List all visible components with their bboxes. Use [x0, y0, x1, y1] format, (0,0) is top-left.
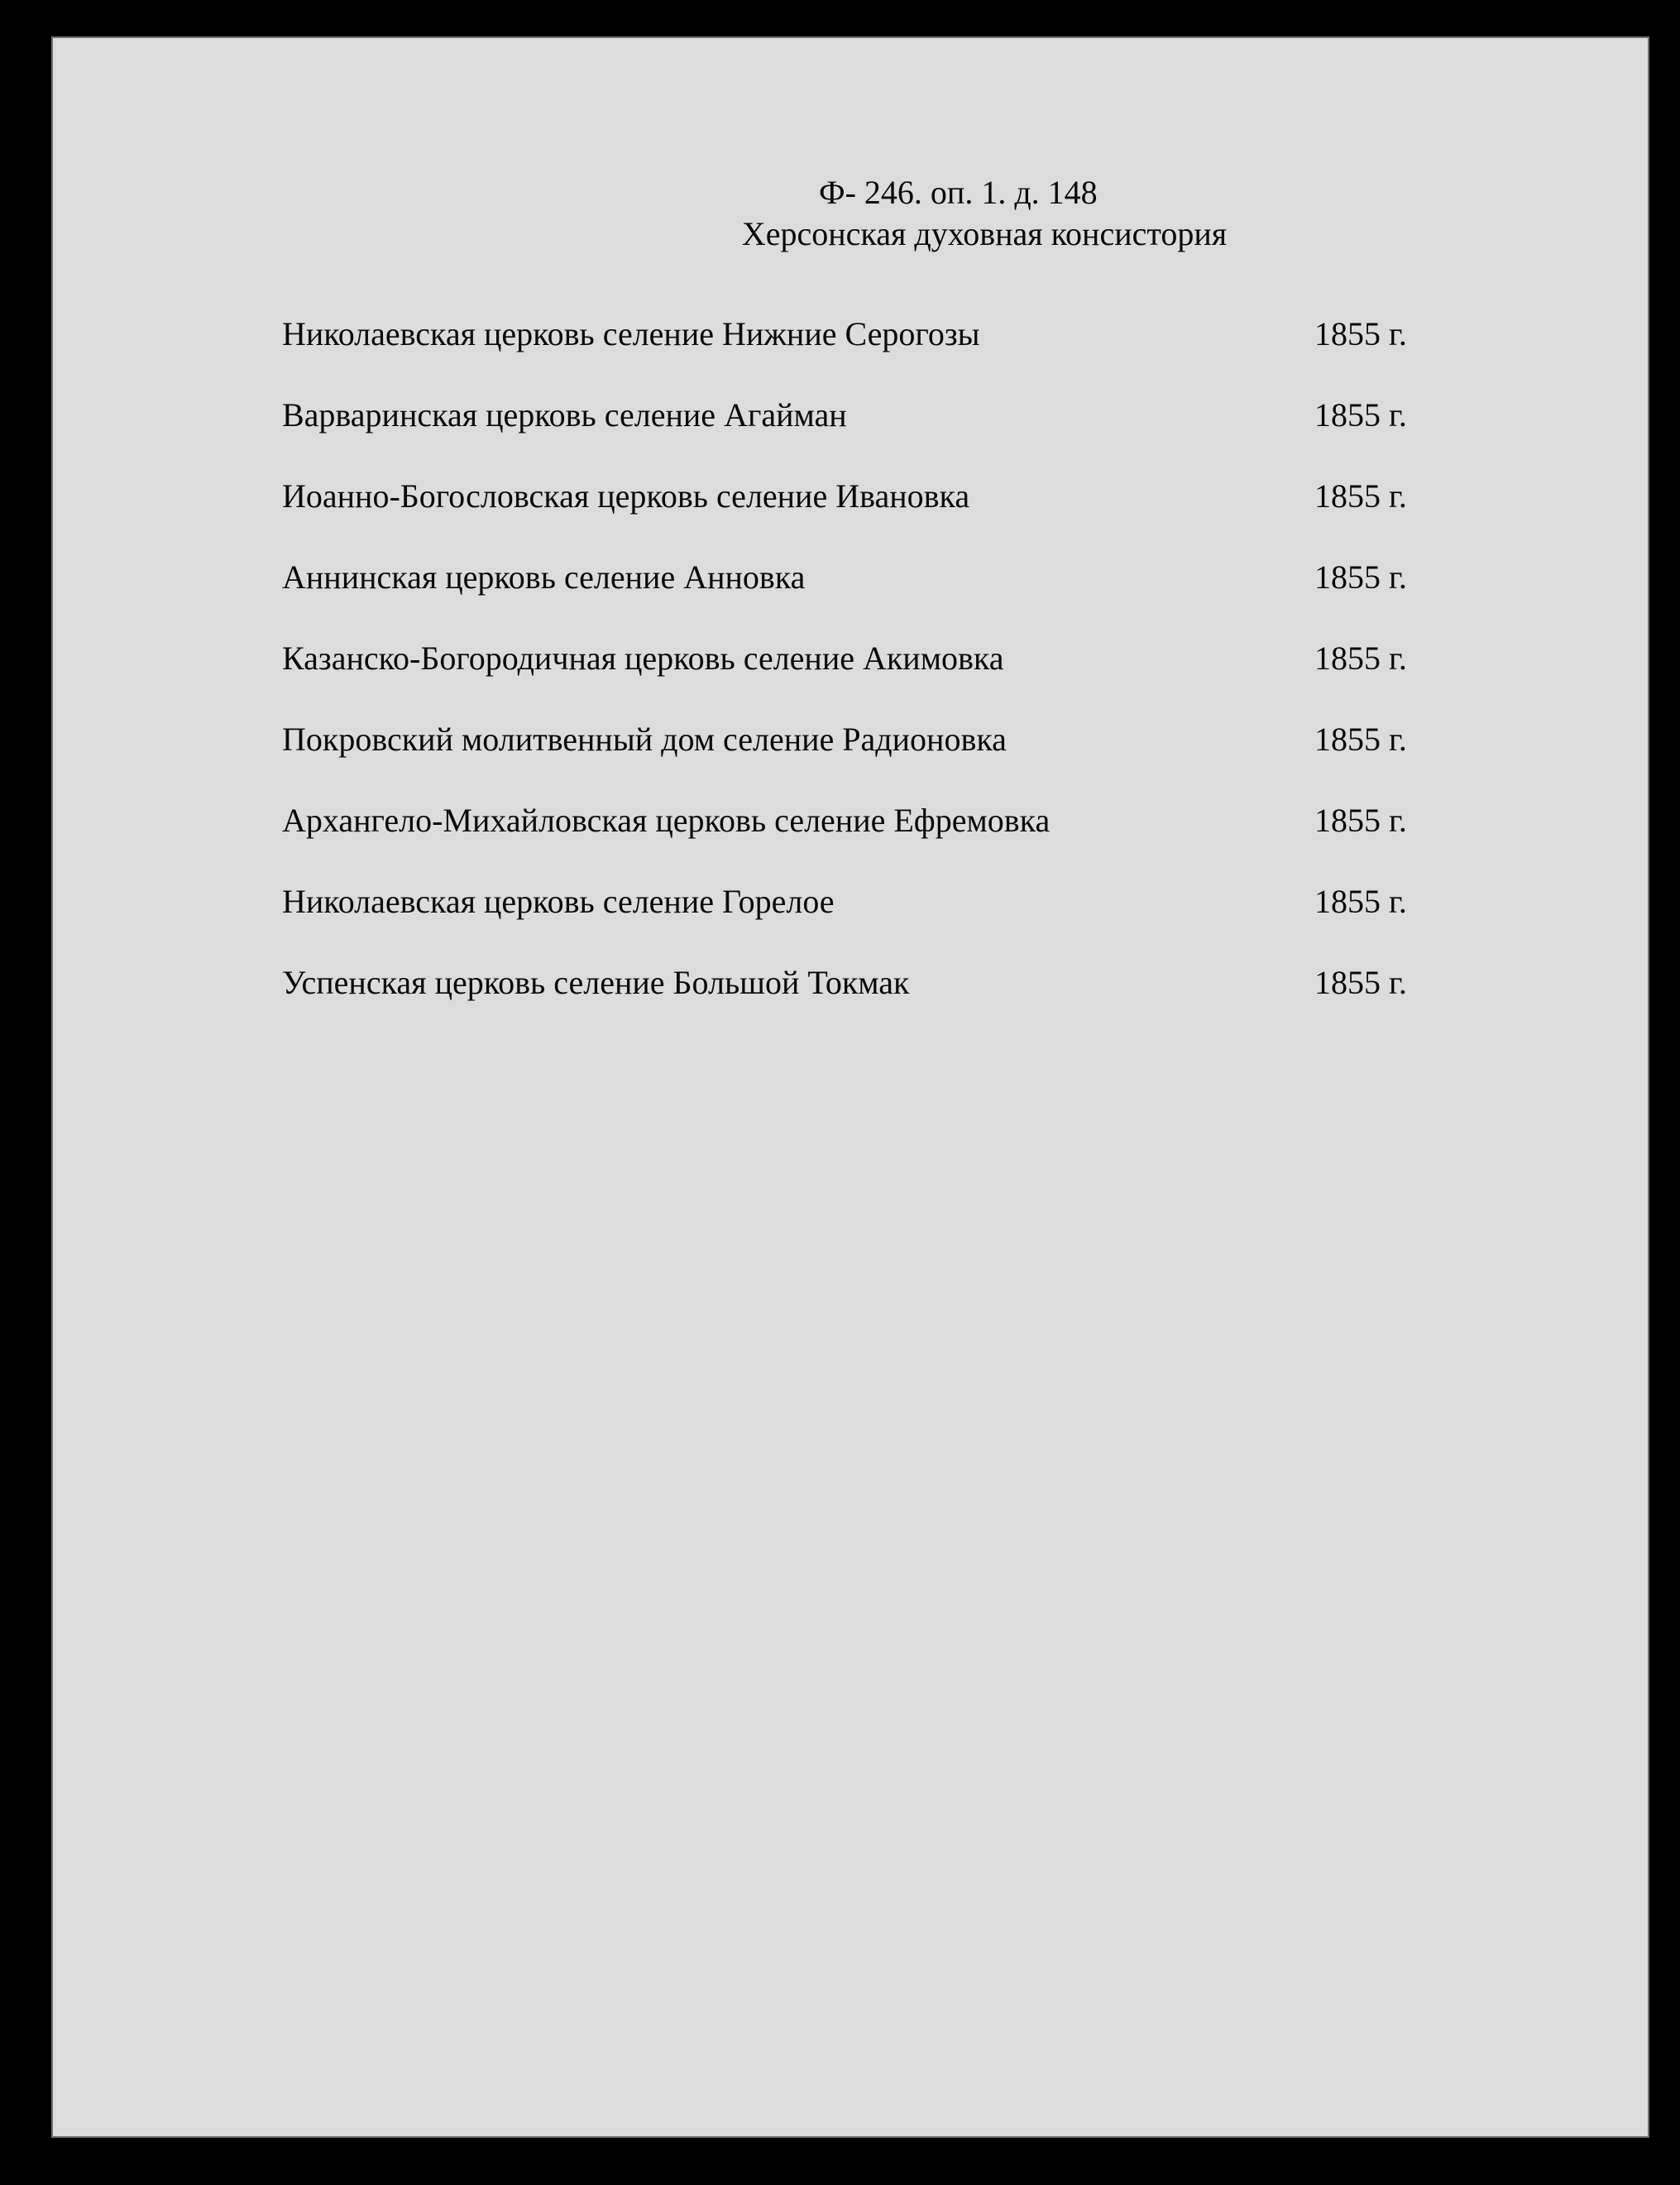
church-name: Иоанно-Богословская церковь селение Ивановка: [282, 477, 970, 515]
entry-year: 1855 г.: [1314, 396, 1407, 434]
institution-title: Херсонская духовная консистория: [741, 215, 1228, 252]
list-item: [282, 881, 1490, 922]
list-item: [282, 557, 1490, 598]
list-item: [282, 476, 1490, 517]
church-name: Варваринская церковь селение Агайман: [282, 396, 847, 434]
list-item: [282, 800, 1490, 841]
entry-year: 1855 г.: [1314, 802, 1407, 839]
entry-year: 1855 г.: [1314, 964, 1407, 1001]
entry-year: 1855 г.: [1314, 477, 1407, 515]
entry-year: 1855 г.: [1314, 721, 1407, 758]
list-item: [282, 638, 1490, 679]
church-name: Успенская церковь селение Большой Токмак: [282, 964, 910, 1001]
entry-year: 1855 г.: [1314, 883, 1407, 920]
church-name: Архангело-Михайловская церковь селение Ефремовка: [282, 802, 1051, 839]
church-name: Казанско-Богородичная церковь селение Акимовка: [282, 640, 1004, 677]
church-name: Николаевская церковь селение Нижние Серогозы: [282, 315, 980, 352]
entry-year: 1855 г.: [1314, 640, 1407, 677]
church-name: Аннинская церковь селение Анновка: [282, 558, 806, 596]
church-name: Покровский молитвенный дом селение Радионовка: [282, 721, 1007, 758]
list-item: [282, 962, 1490, 1004]
entry-year: 1855 г.: [1314, 315, 1407, 352]
church-name: Николаевская церковь селение Горелое: [282, 883, 835, 920]
entry-year: 1855 г.: [1314, 558, 1407, 596]
list-item: [282, 719, 1490, 760]
list-item: [282, 314, 1490, 355]
list-item: [282, 395, 1490, 436]
document-page: [51, 36, 1649, 2138]
archive-reference: Ф- 246. оп. 1. д. 148: [819, 174, 1098, 211]
